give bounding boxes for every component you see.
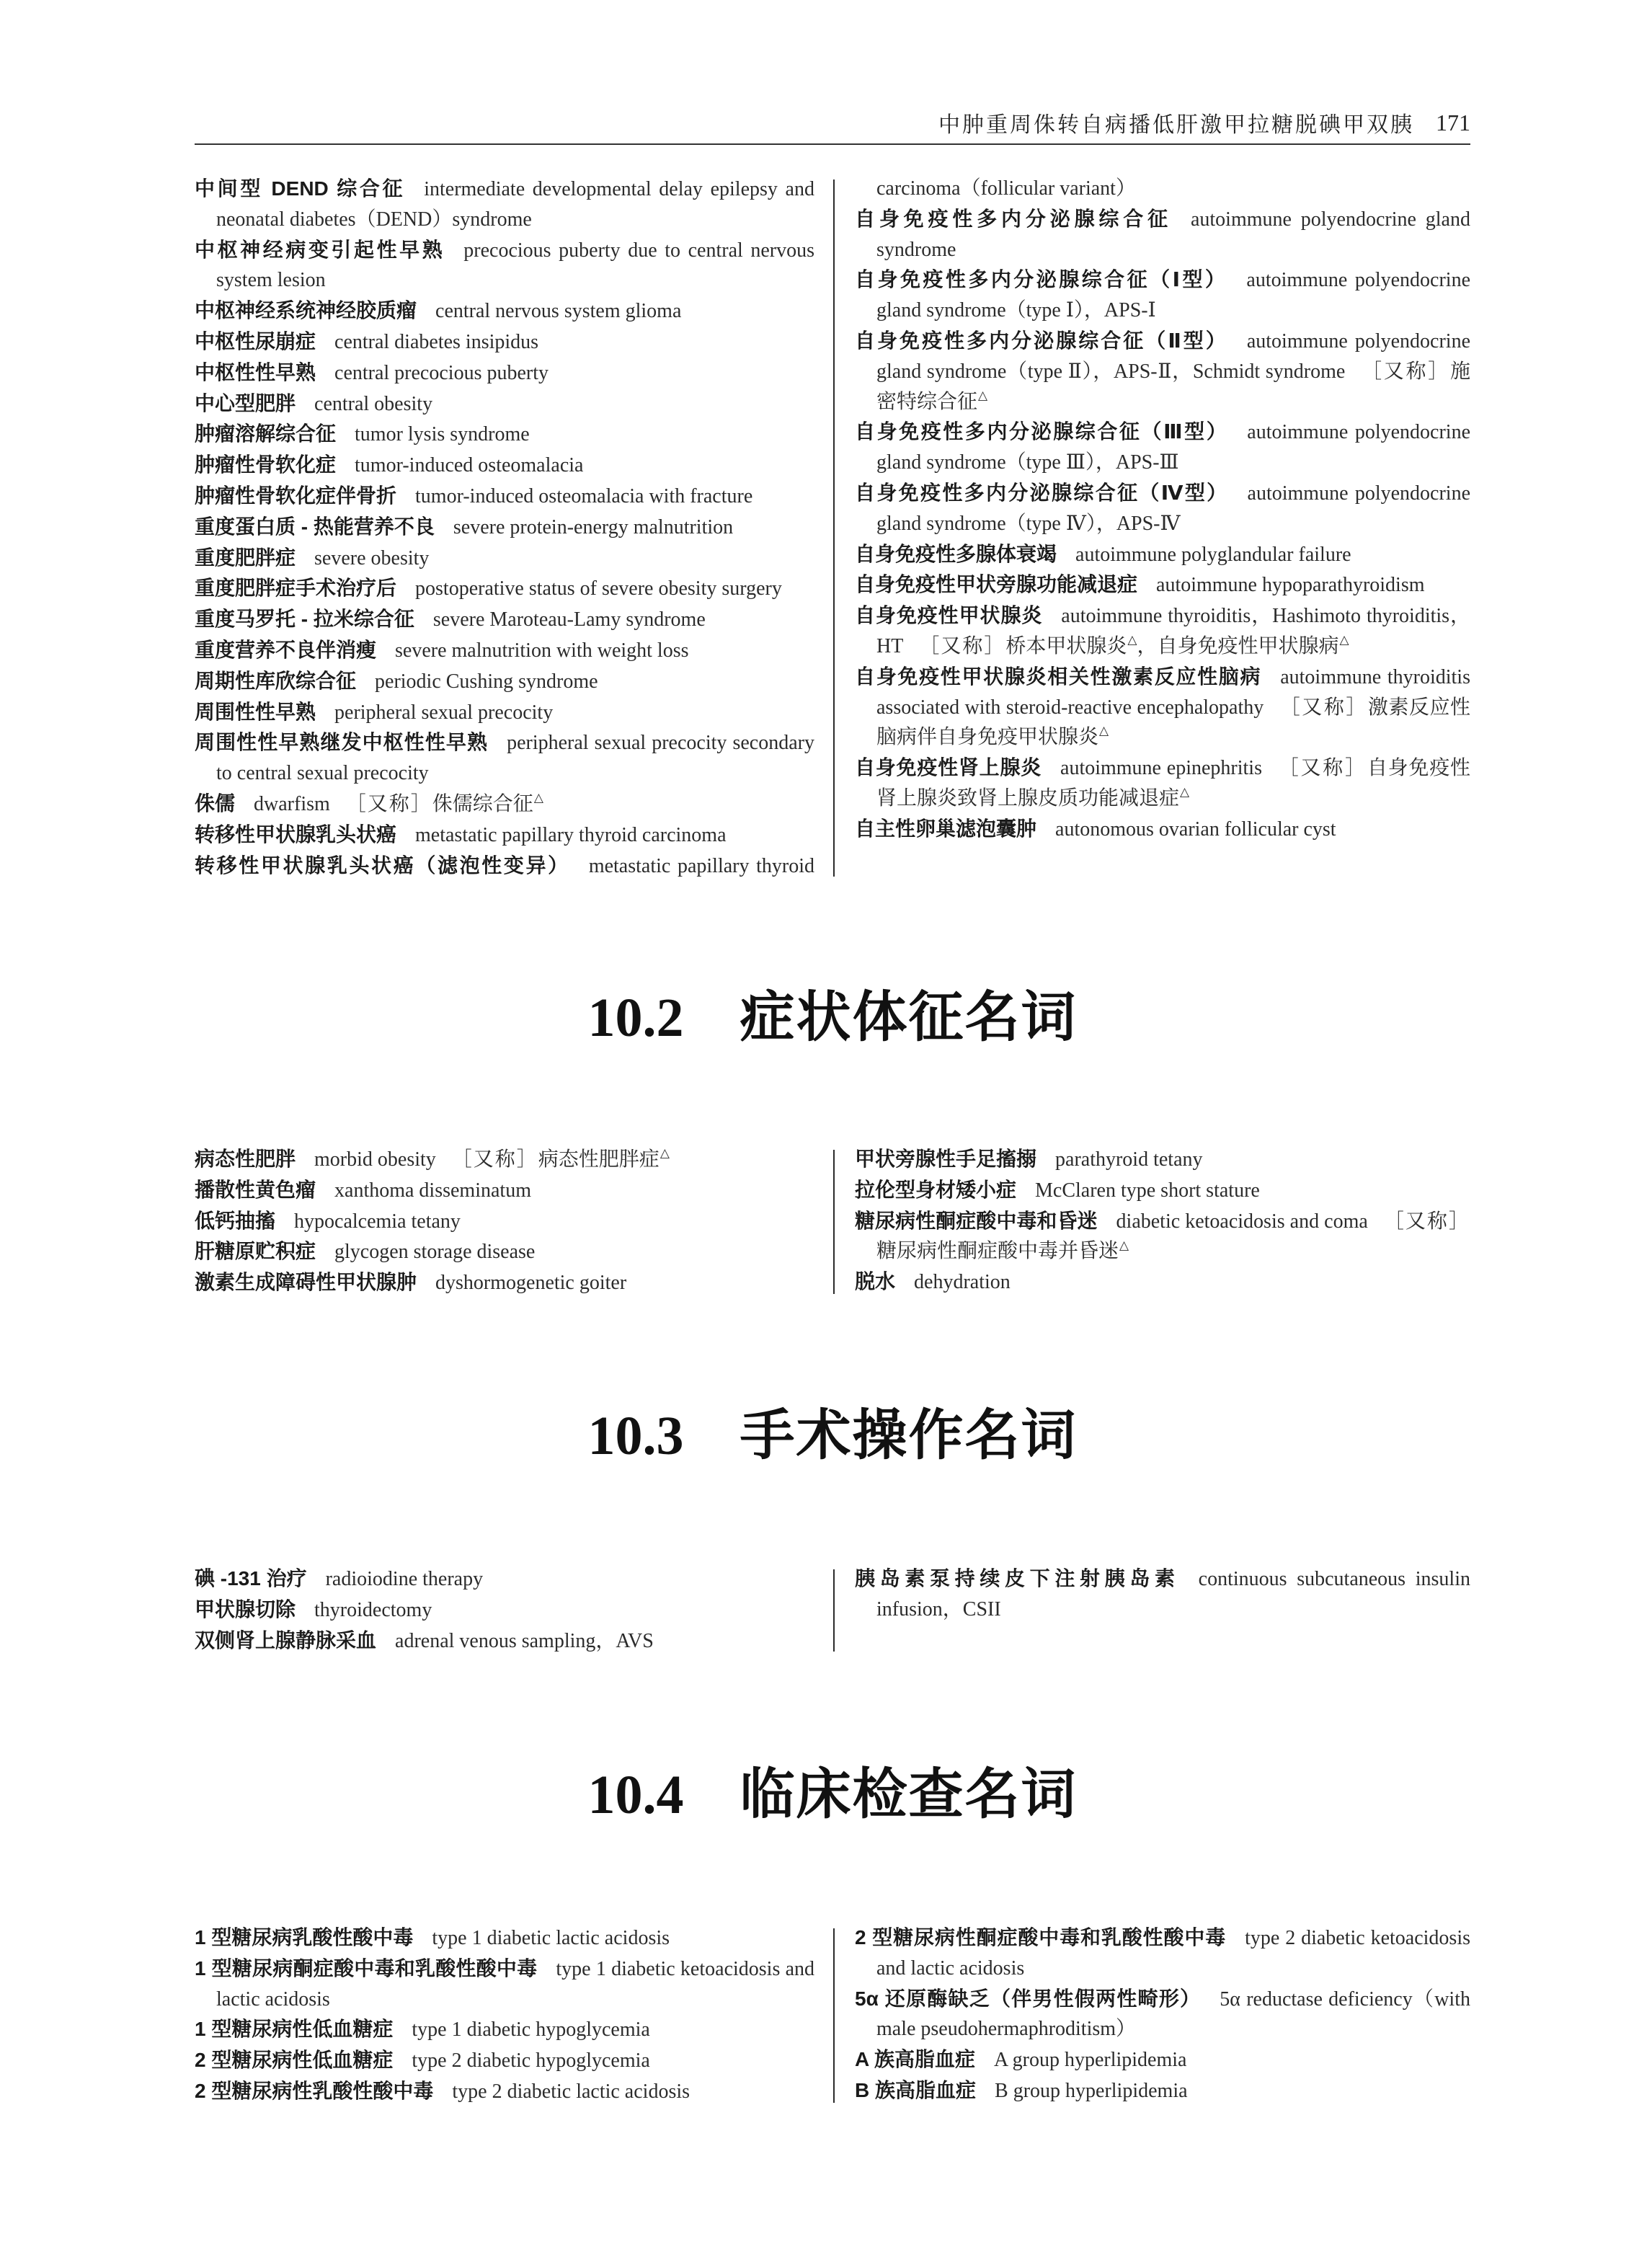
entry-term-en: metastatic papillary thyroid carcinoma <box>415 823 727 846</box>
entry-term-en: autoimmune polyendocrine gland syndrome（type Ⅳ），APS-Ⅳ <box>876 482 1471 535</box>
entry-term-en: intermediate developmental delay epilepsy and neonatal diabetes（DEND）syndrome <box>216 178 814 231</box>
glossary-entry <box>855 1564 1470 1625</box>
alias-mark: △ <box>1180 785 1190 799</box>
alias-term-zh: 桥本甲状腺炎 <box>1005 634 1127 657</box>
glossary-entry <box>195 481 814 512</box>
entry-term-en: autoimmune polyendocrine gland syndrome（type Ⅲ），APS-Ⅲ <box>876 421 1470 474</box>
glossary-entry <box>855 2075 1470 2106</box>
entry-term-zh: 转移性甲状腺乳头状癌 <box>195 823 397 846</box>
glossary-entry <box>855 1175 1470 1206</box>
column-divider <box>833 1569 835 1652</box>
entry-term-zh: 中枢神经病变引起性早熟 <box>195 238 445 261</box>
column-divider <box>833 1150 835 1294</box>
alias-mark: △ <box>1339 633 1349 647</box>
glossary-entry <box>195 174 814 235</box>
alias-mark: △ <box>978 388 988 402</box>
entry-term-zh: 低钙抽搐 <box>195 1209 276 1232</box>
alias-term-zh: 自身免疫性肾上腺炎致肾上腺皮质功能减退症 <box>876 757 1470 810</box>
entry-term-en: autonomous ovarian follicular cyst <box>1055 817 1336 841</box>
glossary-entry <box>195 820 814 851</box>
entry-term-zh: 碘 -131 治疗 <box>195 1567 307 1590</box>
alias-term-zh: 病态性肥胖症 <box>538 1148 660 1171</box>
entry-term-en: tumor-induced osteomalacia <box>355 454 584 477</box>
glossary-entry <box>855 478 1470 539</box>
glossary-entry <box>195 2045 814 2076</box>
entry-term-zh: 病态性肥胖 <box>195 1148 296 1170</box>
entry-term-en: severe protein-energy malnutrition <box>453 515 734 538</box>
alias-label: ［又称］ <box>1279 696 1368 719</box>
entry-term-zh: B 族高脂血症 <box>855 2078 977 2101</box>
glossary-entry <box>855 2044 1470 2075</box>
entry-term-zh: 中枢性尿崩症 <box>195 329 316 353</box>
entry-term-zh: 肝糖原贮积症 <box>195 1240 316 1263</box>
entry-term-zh: 脱水 <box>855 1270 896 1293</box>
entry-term-en: autoimmune polyendocrine gland syndrome <box>876 208 1470 261</box>
entry-term-zh: 自身免疫性多腺体衰竭 <box>855 542 1057 565</box>
right-column <box>855 1144 1470 1298</box>
entry-term-en: autoimmune polyglandular failure <box>1075 543 1351 566</box>
two-column-layout <box>195 174 1470 881</box>
glossary-entry <box>195 1595 814 1626</box>
glossary-entry <box>195 1236 814 1267</box>
glossary-entry <box>195 296 814 327</box>
entry-term-zh: 重度肥胖症 <box>195 546 296 569</box>
entry-term-en: central diabetes insipidus <box>334 330 539 353</box>
glossary-entry <box>195 327 814 358</box>
entry-term-zh: 转移性甲状腺乳头状癌（滤泡性变异） <box>195 854 570 877</box>
entry-term-en: parathyroid tetany <box>1055 1148 1203 1171</box>
glossary-entry <box>855 1923 1470 1984</box>
entry-term-en: severe obesity <box>314 546 430 569</box>
entry-term-en: type 2 diabetic ketoacidosis and lactic acidosis <box>876 1927 1470 1980</box>
entry-term-en: peripheral sexual precocity <box>334 701 554 724</box>
section-heading <box>195 1404 1470 1468</box>
column-divider <box>833 1928 835 2103</box>
entry-term-en: central obesity <box>314 392 433 415</box>
entry-term-en: type 1 diabetic ketoacidosis and lactic acidosis <box>216 1957 815 2011</box>
section-number: 10.3 <box>587 1406 684 1466</box>
glossary-entry <box>195 389 814 420</box>
entry-term-zh: 中枢性性早熟 <box>195 360 316 384</box>
glossary-entry <box>855 326 1470 417</box>
entry-term-en: type 1 diabetic hypoglycemia <box>412 2018 650 2042</box>
alias-term-zh: 糖尿病性酮症酸中毒并昏迷 <box>876 1240 1119 1263</box>
entry-term-zh: 中间型 DEND 综合征 <box>195 177 406 200</box>
entry-term-en: morbid obesity <box>314 1148 436 1171</box>
entry-term-zh: 重度马罗托 - 拉米综合征 <box>195 608 414 631</box>
entry-term-en: autoimmune polyendocrine gland syndrome（type Ⅱ），APS-Ⅱ，Schmidt syndrome <box>876 329 1471 383</box>
entry-term-en: hypocalcemia tetany <box>294 1210 461 1233</box>
entry-term-zh: A 族高脂血症 <box>855 2048 975 2071</box>
alias-mark: △ <box>1119 1238 1129 1252</box>
header-rule <box>195 143 1470 145</box>
left-column <box>195 1144 814 1298</box>
entry-term-en: adrenal venous sampling，AVS <box>395 1629 654 1652</box>
alias-term-zh: 激素反应性脑病伴自身免疫甲状腺炎 <box>876 696 1470 749</box>
alias-mark: △ <box>1099 724 1109 738</box>
entry-term-en: central precocious puberty <box>334 361 549 384</box>
entry-term-en: tumor lysis syndrome <box>355 423 530 446</box>
glossary-entry <box>195 450 814 481</box>
entry-term-en: xanthoma disseminatum <box>334 1179 531 1202</box>
column-divider <box>833 179 835 877</box>
right-column <box>855 1564 1470 1625</box>
entry-term-zh: 肿瘤性骨软化症 <box>195 453 337 477</box>
alias-term-zh: 侏儒综合征 <box>432 792 533 815</box>
entry-term-zh: 糖尿病性酮症酸中毒和昏迷 <box>855 1209 1098 1232</box>
running-head-index: 中肿重周侏转自病播低肝激甲拉糖脱碘甲双胰 <box>938 113 1414 137</box>
entry-term-en: 5α reductase deficiency（with male pseudohermaphroditism） <box>876 1987 1470 2041</box>
alias-mark: △ <box>1127 633 1137 647</box>
entry-term-zh: 胰岛素泵持续皮下注射胰岛素 <box>855 1567 1180 1590</box>
section-number: 10.4 <box>587 1765 684 1825</box>
glossary-entry <box>195 635 814 666</box>
right-column <box>855 174 1470 845</box>
entry-term-zh: 自身免疫性多内分泌腺综合征（Ⅱ型） <box>855 329 1228 352</box>
two-column-layout <box>195 1564 1470 1656</box>
entry-term-zh: 自身免疫性多内分泌腺综合征（Ⅲ型） <box>855 420 1229 443</box>
entry-term-zh: 侏儒 <box>195 792 236 815</box>
entry-term-en: type 2 diabetic lactic acidosis <box>452 2080 690 2103</box>
entry-term-zh: 周围性性早熟继发中枢性性早熟 <box>195 731 489 754</box>
entry-term-en: central nervous system glioma <box>435 300 682 323</box>
alias-term-zh: 自身免疫性甲状腺病 <box>1157 634 1339 657</box>
entry-term-en: severe malnutrition with weight loss <box>395 639 689 662</box>
two-column-layout <box>195 1923 1470 2107</box>
glossary-block <box>195 1923 1470 2107</box>
glossary-entry <box>855 569 1470 600</box>
entry-term-en: radioiodine therapy <box>325 1568 484 1590</box>
entry-term-zh: 自身免疫性甲状腺炎 <box>855 604 1043 627</box>
entry-term-en: autoimmune epinephritis <box>1060 757 1262 780</box>
entry-term-zh: 重度蛋白质 - 热能营养不良 <box>195 515 435 538</box>
glossary-entry <box>195 543 814 574</box>
glossary-entry <box>855 417 1470 478</box>
entry-term-zh: 5α 还原酶缺乏（伴男性假两性畸形） <box>855 1987 1202 2010</box>
continued-glossary-block <box>195 174 1470 881</box>
page-number: 171 <box>1436 109 1470 136</box>
entry-term-zh: 自身免疫性肾上腺炎 <box>855 756 1042 779</box>
alias-mark: △ <box>533 791 543 805</box>
glossary-entry <box>855 814 1470 845</box>
glossary-entry <box>195 1144 814 1175</box>
entry-alias <box>452 1148 670 1171</box>
entry-term-zh: 甲状腺切除 <box>195 1597 296 1621</box>
alias-label: ［又称］ <box>919 634 1006 657</box>
entry-term-zh: 肿瘤溶解综合征 <box>195 422 337 446</box>
entry-term-en: glycogen storage disease <box>334 1241 536 1264</box>
glossary-entry <box>195 1564 814 1595</box>
glossary-entry <box>195 419 814 450</box>
alias-label: ［又称］ <box>1383 1210 1470 1233</box>
entry-term-en: dyshormogenetic goiter <box>435 1272 627 1295</box>
glossary-entry <box>195 1923 814 1954</box>
glossary-entry <box>855 539 1470 570</box>
entry-term-zh: 周围性性早熟 <box>195 700 316 723</box>
entry-term-zh: 1 型糖尿病酮症酸中毒和乳酸性酸中毒 <box>195 1956 538 1980</box>
entry-term-zh: 自身免疫性甲状腺炎相关性激素反应性脑病 <box>855 665 1262 688</box>
alias-label: ［又称］ <box>1277 757 1367 780</box>
entry-term-zh: 自身免疫性多内分泌腺综合征（Ⅳ型） <box>855 481 1229 504</box>
section-title: 症状体征名词 <box>740 988 1078 1048</box>
entry-term-zh: 2 型糖尿病性乳酸性酸中毒 <box>195 2079 434 2102</box>
entry-term-en: McClaren type short stature <box>1035 1179 1260 1202</box>
left-column <box>195 174 814 881</box>
left-column <box>195 1564 814 1656</box>
glossary-entry <box>855 1984 1470 2045</box>
alias-label: ［又称］ <box>1361 360 1450 383</box>
glossary-block <box>195 1144 1470 1298</box>
entry-term-zh: 自身免疫性甲状旁腺功能减退症 <box>855 573 1138 596</box>
glossary-entry <box>195 358 814 389</box>
entry-term-en: type 2 diabetic hypoglycemia <box>412 2049 650 2073</box>
glossary-entry <box>195 1206 814 1237</box>
entry-term-en: tumor-induced osteomalacia with fracture <box>415 484 753 507</box>
section-title: 手术操作名词 <box>740 1406 1078 1466</box>
glossary-entry <box>855 662 1470 753</box>
entry-term-zh: 自身免疫性多内分泌腺综合征 <box>855 207 1172 230</box>
right-column <box>855 1923 1470 2106</box>
entry-term-zh: 双侧肾上腺静脉采血 <box>195 1628 377 1652</box>
entry-term-zh: 自主性卵巢滤泡囊肿 <box>855 817 1037 840</box>
entry-continuation: carcinoma（follicular variant） <box>876 177 1136 200</box>
entry-term-zh: 中心型肥胖 <box>195 391 296 415</box>
glossary-entry <box>195 851 814 882</box>
glossary-entry <box>855 1267 1470 1298</box>
glossary-entry <box>195 1267 814 1298</box>
alias-separator: ， <box>1137 634 1158 657</box>
glossary-entry <box>195 1954 814 2015</box>
glossary-entry <box>195 1175 814 1206</box>
entry-term-en: autoimmune thyroiditis associated with steroid-reactive encephalopathy <box>876 665 1470 719</box>
entry-term-en: type 1 diabetic lactic acidosis <box>432 1927 670 1949</box>
entry-term-zh: 肿瘤性骨软化症伴骨折 <box>195 484 397 507</box>
glossary-entry <box>855 265 1470 326</box>
entry-term-zh: 1 型糖尿病乳酸性酸中毒 <box>195 1926 414 1949</box>
entry-term-en: precocious puberty due to central nervous system lesion <box>216 239 814 292</box>
entry-term-en: postoperative status of severe obesity surgery <box>415 577 782 600</box>
section-number: 10.2 <box>587 988 684 1048</box>
entry-term-en: autoimmune thyroiditis，Hashimoto thyroiditis，HT <box>876 605 1470 657</box>
entry-term-zh: 2 型糖尿病性酮症酸中毒和乳酸性酸中毒 <box>855 1926 1227 1949</box>
glossary-entry <box>195 1626 814 1657</box>
section-title: 临床检查名词 <box>740 1765 1078 1825</box>
running-head <box>195 107 1470 138</box>
two-column-layout <box>195 1144 1470 1298</box>
entry-alias <box>919 635 1349 657</box>
alias-mark: △ <box>660 1146 670 1161</box>
glossary-entry <box>195 512 814 543</box>
entry-term-zh: 播散性黄色瘤 <box>195 1178 316 1201</box>
entry-term-en: autoimmune polyendocrine gland syndrome（type Ⅰ），APS-Ⅰ <box>876 269 1470 322</box>
entry-term-zh: 中枢神经系统神经胶质瘤 <box>195 299 417 322</box>
glossary-entry <box>855 1144 1470 1175</box>
glossary-entry <box>195 727 814 789</box>
glossary-entry <box>855 1206 1470 1267</box>
entry-term-en: dehydration <box>914 1271 1011 1294</box>
entry-term-en: severe Maroteau-Lamy syndrome <box>432 608 706 631</box>
entry-term-zh: 重度营养不良伴消瘦 <box>195 638 377 661</box>
entry-alias <box>346 793 543 815</box>
glossary-entry <box>195 789 814 820</box>
glossary-entry <box>195 697 814 728</box>
glossary-entry <box>855 600 1470 662</box>
entry-term-zh: 自身免疫性多内分泌腺综合征（Ⅰ型） <box>855 268 1228 291</box>
glossary-entry <box>195 2076 814 2107</box>
entry-term-zh: 周期性库欣综合征 <box>195 669 357 692</box>
glossary-block <box>195 1564 1470 1656</box>
alias-term-zh: 施密特综合征 <box>876 360 1470 413</box>
left-column <box>195 1923 814 2107</box>
entry-term-en: metastatic papillary thyroid <box>588 854 814 877</box>
glossary-entry <box>195 573 814 604</box>
alias-label: ［又称］ <box>345 792 432 815</box>
entry-term-zh: 重度肥胖症手术治疗后 <box>195 577 397 600</box>
entry-term-en: thyroidectomy <box>314 1598 432 1621</box>
glossary-entry <box>855 753 1470 814</box>
entry-term-en: autoimmune hypoparathyroidism <box>1156 574 1425 597</box>
entry-term-zh: 拉伦型身材矮小症 <box>855 1178 1017 1201</box>
entry-term-en: A group hyperlipidemia <box>993 2049 1187 2072</box>
entry-term-zh: 1 型糖尿病性低血糖症 <box>195 2018 394 2041</box>
entry-term-zh: 激素生成障碍性甲状腺肿 <box>195 1271 417 1294</box>
entry-term-en: peripheral sexual precocity secondary to central sexual precocity <box>216 732 814 785</box>
entry-term-en: continuous subcutaneous insulin infusion，CSII <box>876 1568 1470 1621</box>
entry-term-en: periodic Cushing syndrome <box>375 670 598 693</box>
entry-term-zh: 甲状旁腺性手足搐搦 <box>855 1148 1037 1170</box>
section-heading <box>195 1763 1470 1827</box>
section-heading <box>195 985 1470 1050</box>
entry-term-en: dwarfism <box>254 792 330 815</box>
glossary-entry <box>195 235 814 296</box>
glossary-entry <box>855 204 1470 265</box>
alias-label: ［又称］ <box>451 1148 538 1171</box>
glossary-entry <box>195 604 814 635</box>
glossary-entry <box>195 2014 814 2045</box>
entry-term-en: B group hyperlipidemia <box>995 2079 1188 2102</box>
entry-term-en: diabetic ketoacidosis and coma <box>1116 1210 1368 1233</box>
glossary-entry <box>195 666 814 697</box>
entry-term-zh: 2 型糖尿病性低血糖症 <box>195 2049 394 2072</box>
